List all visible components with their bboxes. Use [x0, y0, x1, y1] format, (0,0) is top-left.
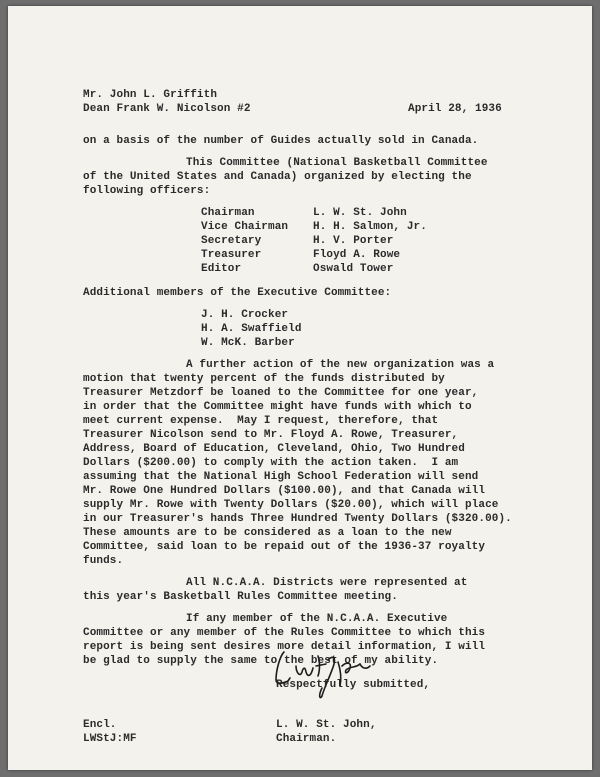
enclosure-note: Encl.	[83, 719, 117, 731]
officer-name: L. W. St. John	[313, 207, 407, 219]
officer-title: Chairman	[201, 207, 255, 219]
officer-title: Editor	[201, 263, 242, 275]
para2-line: Address, Board of Education, Cleveland, Ohio, Two Hundred	[83, 443, 465, 455]
officer-name: Floyd A. Rowe	[313, 249, 401, 261]
para2-line: in our Treasurer's hands Three Hundred Twenty Dollars ($320.00).	[83, 513, 512, 525]
para2-line: supply Mr. Rowe with Twenty Dollars ($20.00), which will place	[83, 499, 499, 511]
additional-member: W. McK. Barber	[201, 337, 295, 349]
letter-page	[8, 6, 592, 770]
officer-name: H. H. Salmon, Jr.	[313, 221, 427, 233]
para1-line: of the United States and Canada) organized by electing the	[83, 171, 472, 183]
recipient-line-1: Mr. John L. Griffith	[83, 89, 218, 101]
para2-line: Treasurer Nicolson send to Mr. Floyd A. Rowe, Treasurer,	[83, 429, 459, 441]
signer-name: L. W. St. John,	[276, 719, 377, 731]
para1-line: following officers:	[83, 185, 211, 197]
additional-heading: Additional members of the Executive Committee:	[83, 287, 392, 299]
officer-title: Treasurer	[201, 249, 262, 261]
para2-line: funds.	[83, 555, 124, 567]
signer-title: Chairman.	[276, 733, 337, 745]
para3-line: All N.C.A.A. Districts were represented at	[186, 577, 468, 589]
handwritten-signature	[266, 626, 376, 702]
complimentary-close: Respectfully submitted,	[276, 679, 431, 691]
para2-line: motion that twenty percent of the funds distributed by	[83, 373, 445, 385]
officer-title: Secretary	[201, 235, 262, 247]
para4-line: be glad to supply the same to the best of my ability.	[83, 655, 439, 667]
opening-line: on a basis of the number of Guides actually sold in Canada.	[83, 135, 479, 147]
typist-initials: LWStJ:MF	[83, 733, 137, 745]
letter-date: April 28, 1936	[408, 103, 502, 115]
para2-line: Committee, said loan to be repaid out of the 1936-37 royalty	[83, 541, 486, 553]
para3-line: this year's Basketball Rules Committee meeting.	[83, 591, 398, 603]
para2-line: Dollars ($200.00) to comply with the action taken. I am	[83, 457, 459, 469]
para2-line: These amounts are to be considered as a loan to the new	[83, 527, 452, 539]
para4-line: If any member of the N.C.A.A. Executive	[186, 613, 448, 625]
para2-line: in order that the Committee might have funds with which to	[83, 401, 472, 413]
officer-name: Oswald Tower	[313, 263, 394, 275]
para2-line: meet current expense. May I request, therefore, that	[83, 415, 439, 427]
para4-line: Committee or any member of the Rules Committee to which this	[83, 627, 486, 639]
additional-member: J. H. Crocker	[201, 309, 289, 321]
para2-line: assuming that the National High School Federation will send	[83, 471, 479, 483]
para4-line: report is being sent desires more detail information, I will	[83, 641, 486, 653]
para2-line: Mr. Rowe One Hundred Dollars ($100.00), and that Canada will	[83, 485, 486, 497]
recipient-line-2: Dean Frank W. Nicolson #2	[83, 103, 251, 115]
additional-member: H. A. Swaffield	[201, 323, 302, 335]
para2-line: Treasurer Metzdorf be loaned to the Committee for one year,	[83, 387, 479, 399]
para1-line: This Committee (National Basketball Committee	[186, 157, 488, 169]
officer-title: Vice Chairman	[201, 221, 289, 233]
officer-name: H. V. Porter	[313, 235, 394, 247]
para2-line: A further action of the new organization was a	[186, 359, 495, 371]
